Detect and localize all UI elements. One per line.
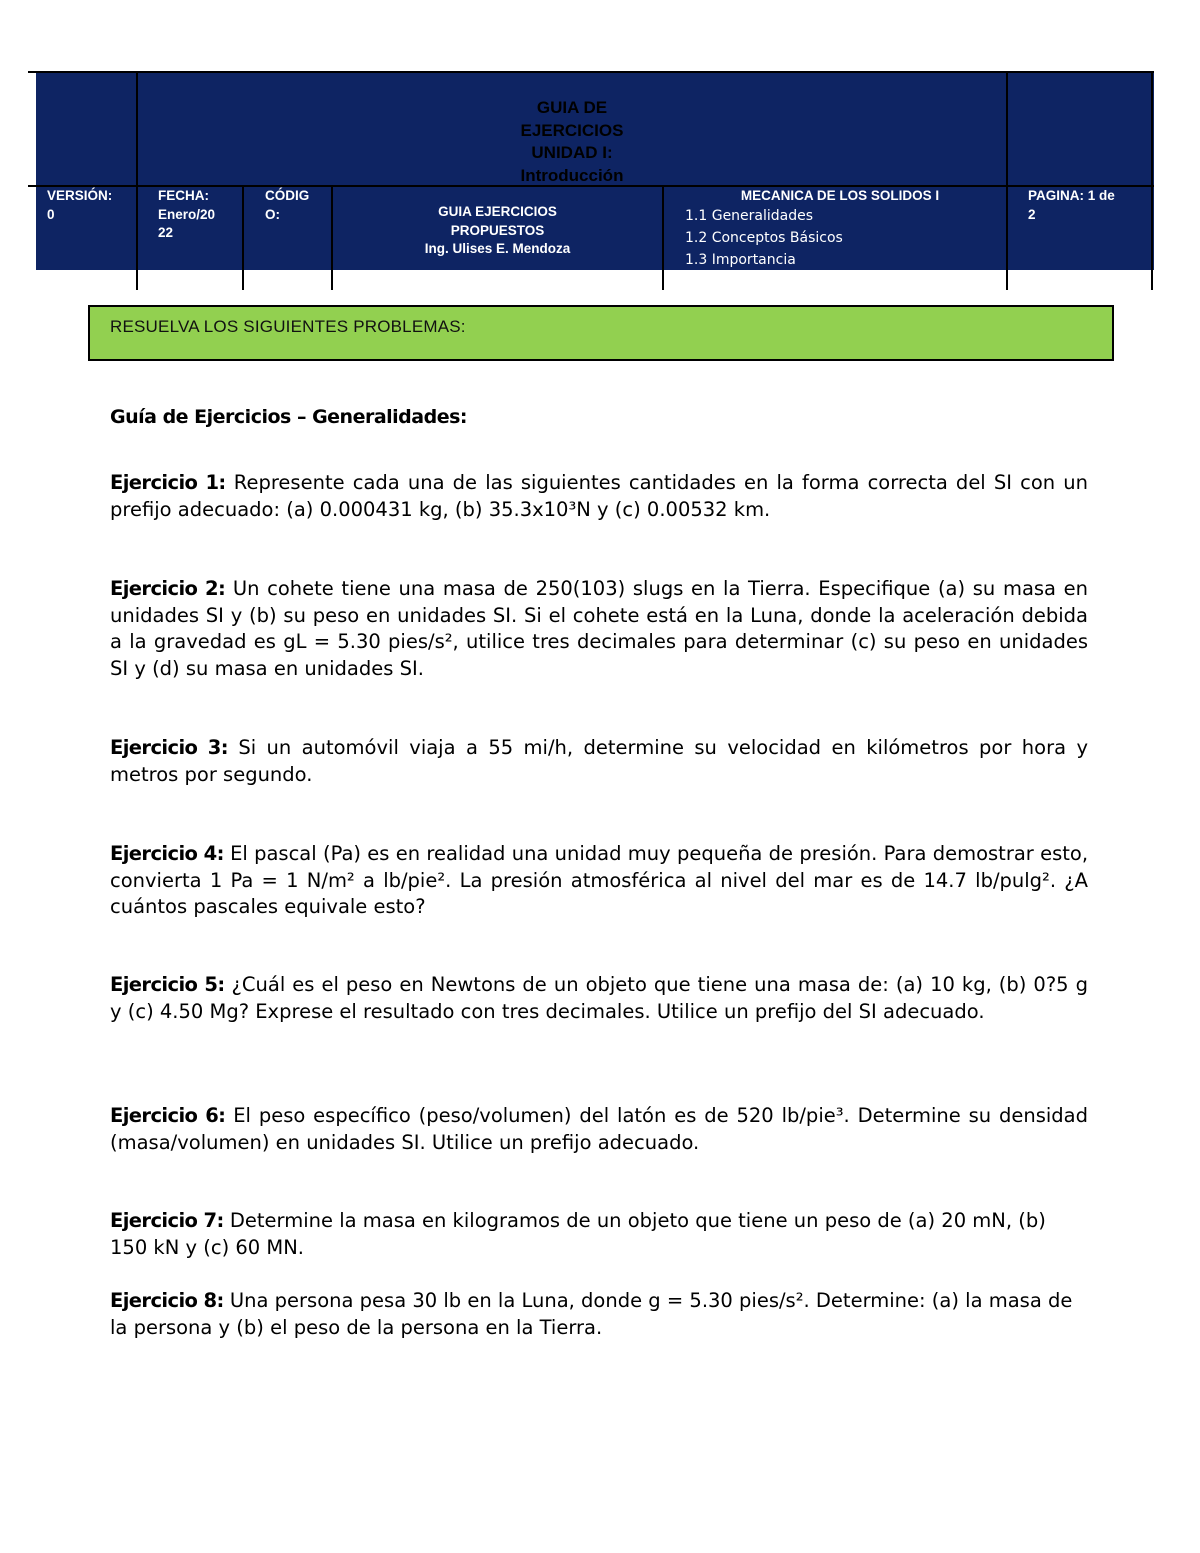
header-divider: [662, 186, 664, 290]
exercise-text: ¿Cuál es el peso en Newtons de un objeto que tiene una masa de: (a) 10 kg, (b) 0?5 g y (c) 4.50 Mg? Exprese el resultado con tres decimales. Utilice un prefijo del SI adecuado.: [110, 973, 1088, 1023]
guia-line: PROPUESTOS: [450, 222, 545, 238]
section-heading: Guía de Ejercicios – Generalidades:: [110, 406, 467, 428]
codigo-label: CÓDIG: [265, 188, 310, 203]
exercise-label: Ejercicio 2:: [110, 577, 226, 600]
exercise-4: [110, 841, 1088, 921]
title-line: EJERCICIOS: [520, 120, 624, 140]
exercise-text: El pascal (Pa) es en realidad una unidad muy pequeña de presión. Para demostrar esto, convierta 1 Pa = 1 N/m² a lb/pie². La presión atmosférica al nivel del mar es de 14.7 lb/pulg². ¿A cuántos pascales equivale esto?: [110, 842, 1089, 918]
header-top-border: [28, 71, 1154, 73]
document-title: [472, 97, 672, 187]
fecha-value: 22: [158, 225, 174, 240]
exercise-text: Un cohete tiene una masa de 250(103) slugs en la Tierra. Especifique (a) su masa en unidades SI y (b) su peso en unidades SI. Si el cohete está en la Luna, donde la aceleración debida a la gravedad es gL = 5.30 pies/s², utilice tres decimales para determinar (c) su peso en unidades SI y (d) su masa en unidades SI.: [110, 577, 1089, 680]
guia-author: Ing. Ulises E. Mendoza: [424, 241, 571, 256]
codigo-label: O:: [265, 206, 280, 222]
title-line: UNIDAD I:: [531, 143, 613, 162]
exercise-label: Ejercicio 3:: [110, 736, 228, 759]
pagina-label: PAGINA: 1 de: [1028, 188, 1115, 203]
exercise-text: Si un automóvil viaja a 55 mi/h, determine su velocidad en kilómetros por hora y metros por segundo.: [110, 736, 1088, 786]
exercise-7: [110, 1208, 1088, 1261]
header-divider: [331, 186, 333, 290]
instruction-banner: [88, 305, 1114, 361]
exercise-1: [110, 470, 1088, 523]
header-divider: [242, 186, 244, 290]
title-line: Introducción: [520, 165, 624, 185]
version-value: 0: [47, 206, 55, 222]
exercise-label: Ejercicio 1:: [110, 471, 226, 494]
exercise-2: [110, 576, 1088, 682]
fecha-label: FECHA:: [158, 188, 209, 203]
title-line: GUIA DE: [536, 98, 608, 117]
header-divider: [1006, 72, 1008, 290]
fecha-value: Enero/20: [158, 206, 216, 222]
instruction-text: RESUELVA LOS SIGUIENTES PROBLEMAS:: [110, 317, 466, 336]
topic-item: 1.2 Conceptos Básicos: [685, 230, 843, 246]
exercise-text: Determine la masa en kilogramos de un objeto que tiene un peso de (a) 20 mN, (b) 150 kN y (c) 60 MN.: [110, 1209, 1046, 1259]
course-name: MECANICA DE LOS SOLIDOS I: [740, 188, 940, 203]
topics-list: [685, 205, 843, 271]
exercise-label: Ejercicio 7:: [110, 1209, 224, 1232]
exercise-label: Ejercicio 8:: [110, 1289, 224, 1312]
exercise-label: Ejercicio 6:: [110, 1104, 226, 1127]
exercise-text: Represente cada una de las siguientes cantidades en la forma correcta del SI con un prefijo adecuado: (a) 0.000431 kg, (b) 35.3x10³N y (c) 0.00532 km.: [110, 471, 1089, 521]
exercise-text: Una persona pesa 30 lb en la Luna, donde g = 5.30 pies/s². Determine: (a) la masa de la persona y (b) el peso de la persona en la Tierra.: [110, 1289, 1073, 1339]
header-divider: [136, 72, 138, 290]
version-label: VERSIÓN:: [47, 188, 113, 203]
pagina-cell: [1028, 187, 1115, 224]
guia-line: GUIA EJERCICIOS: [438, 204, 557, 219]
header-divider: [1151, 72, 1153, 290]
topic-item: 1.3 Importancia: [685, 252, 796, 268]
topic-item: 1.1 Generalidades: [685, 208, 814, 224]
exercise-6: [110, 1103, 1088, 1156]
exercise-label: Ejercicio 4:: [110, 842, 224, 865]
exercise-5: [110, 972, 1088, 1025]
fecha-cell: [158, 187, 215, 243]
exercise-8: [110, 1288, 1088, 1341]
pagina-value: 2: [1028, 206, 1036, 222]
exercise-3: [110, 735, 1088, 788]
guia-cell: [390, 203, 605, 259]
version-cell: [47, 187, 112, 224]
exercise-label: Ejercicio 5:: [110, 973, 225, 996]
exercise-text: El peso específico (peso/volumen) del latón es de 520 lb/pie³. Determine su densidad (masa/volumen) en unidades SI. Utilice un prefijo adecuado.: [110, 1104, 1088, 1154]
codigo-cell: [265, 187, 309, 224]
